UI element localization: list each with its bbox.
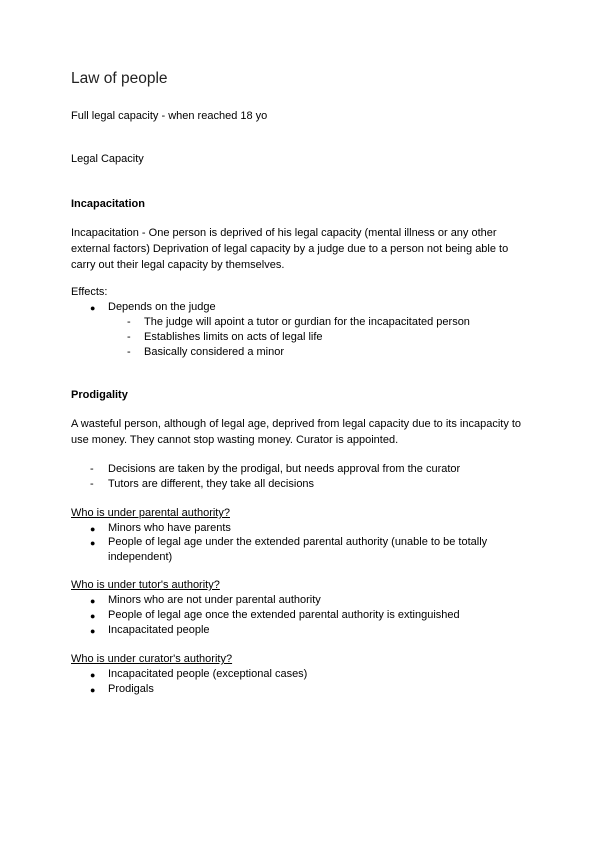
parental-item: People of legal age under the extended parental authority (unable to be totally [108,536,488,548]
bullet-icon: ● [90,685,96,695]
effect-sub-item: The judge will apoint a tutor or gurdian for the incapacitated person [144,316,470,328]
incapacitation-line-2: external factors) Deprivation of legal capacity by a judge due to a person not being able to [71,243,509,255]
tutor-item: People of legal age once the extended parental authority is extinguished [108,609,460,621]
parental-authority-heading: Who is under parental authority? [71,507,230,519]
dash-icon: - [127,346,131,358]
parental-item-continued: independent) [108,551,173,563]
page-title: Law of people [71,70,168,87]
dash-icon: - [127,316,131,328]
incapacitation-line-3: carry out their legal capacity by themselves. [71,259,285,271]
prodigality-item: Decisions are taken by the prodigal, but needs approval from the curator [108,463,461,475]
bullet-icon: ● [90,626,96,636]
bullet-icon: ● [90,611,96,621]
bullet-icon: ● [90,670,96,680]
curator-authority-heading: Who is under curator's authority? [71,653,233,665]
incapacitation-heading: Incapacitation [71,198,145,210]
dash-icon: - [90,478,94,490]
bullet-icon: ● [90,596,96,606]
effect-sub-item: Basically considered a minor [144,346,285,358]
prodigality-line-2: use money. They cannot stop wasting money. Curator is appointed. [71,434,399,446]
subtitle: Full legal capacity - when reached 18 yo [71,110,268,122]
prodigality-line-1: A wasteful person, although of legal age, deprived from legal capacity due to its incapacity to [71,418,522,430]
effect-sub-item: Establishes limits on acts of legal life [144,331,323,343]
legal-capacity-label: Legal Capacity [71,153,144,165]
effects-label: Effects: [71,286,108,298]
bullet-icon: ● [90,524,96,534]
bullet-icon: ● [90,303,96,313]
tutor-item: Minors who are not under parental authority [108,594,321,606]
depends-item: Depends on the judge [108,301,216,313]
incapacitation-line-1: Incapacitation - One person is deprived of his legal capacity (mental illness or any other [71,227,497,239]
parental-item: Minors who have parents [108,522,231,534]
dash-icon: - [90,463,94,475]
bullet-icon: ● [90,538,96,548]
tutor-authority-heading: Who is under tutor's authority? [71,579,220,591]
dash-icon: - [127,331,131,343]
tutor-item: Incapacitated people [108,624,210,636]
prodigality-heading: Prodigality [71,389,128,401]
curator-item: Prodigals [108,683,154,695]
curator-item: Incapacitated people (exceptional cases) [108,668,308,680]
prodigality-item: Tutors are different, they take all decisions [108,478,315,490]
